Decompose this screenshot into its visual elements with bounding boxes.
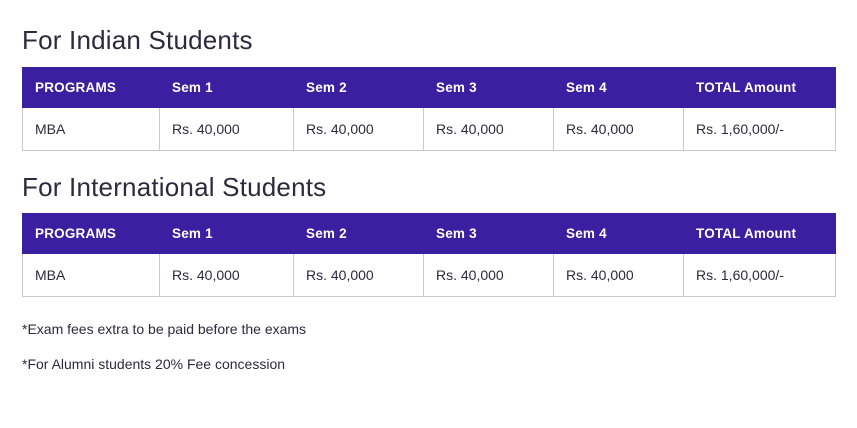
cell-program: MBA	[23, 107, 160, 150]
cell-sem1: Rs. 40,000	[160, 107, 294, 150]
cell-total: Rs. 1,60,000/-	[684, 254, 836, 297]
column-header-programs: PROGRAMS	[23, 67, 160, 107]
column-header-sem2: Sem 2	[294, 214, 424, 254]
column-header-programs: PROGRAMS	[23, 214, 160, 254]
column-header-total: TOTAL Amount	[684, 67, 836, 107]
column-header-sem2: Sem 2	[294, 67, 424, 107]
section-title-indian: For Indian Students	[22, 25, 253, 55]
column-header-sem4: Sem 4	[554, 67, 684, 107]
table-header-row	[23, 67, 836, 107]
table-row	[23, 254, 836, 297]
column-header-sem3: Sem 3	[424, 67, 554, 107]
cell-sem4: Rs. 40,000	[554, 107, 684, 150]
column-header-total: TOTAL Amount	[684, 214, 836, 254]
note-alumni-concession: *For Alumni students 20% Fee concession	[22, 355, 286, 372]
table-header-row	[23, 214, 836, 254]
table-row	[23, 107, 836, 150]
column-header-sem1: Sem 1	[160, 214, 294, 254]
column-header-sem3: Sem 3	[424, 214, 554, 254]
fee-table-international	[22, 213, 836, 297]
section-title-international: For International Students	[22, 171, 327, 202]
column-header-sem4: Sem 4	[554, 214, 684, 254]
cell-sem3: Rs. 40,000	[424, 254, 554, 297]
cell-sem1: Rs. 40,000	[160, 254, 294, 297]
cell-sem2: Rs. 40,000	[294, 107, 424, 150]
cell-total: Rs. 1,60,000/-	[684, 107, 836, 150]
note-exam-fees: *Exam fees extra to be paid before the exams	[22, 321, 307, 338]
cell-sem2: Rs. 40,000	[294, 254, 424, 297]
cell-sem4: Rs. 40,000	[554, 254, 684, 297]
cell-sem3: Rs. 40,000	[424, 107, 554, 150]
cell-program: MBA	[23, 254, 160, 297]
fee-table-indian	[22, 67, 836, 151]
column-header-sem1: Sem 1	[160, 67, 294, 107]
